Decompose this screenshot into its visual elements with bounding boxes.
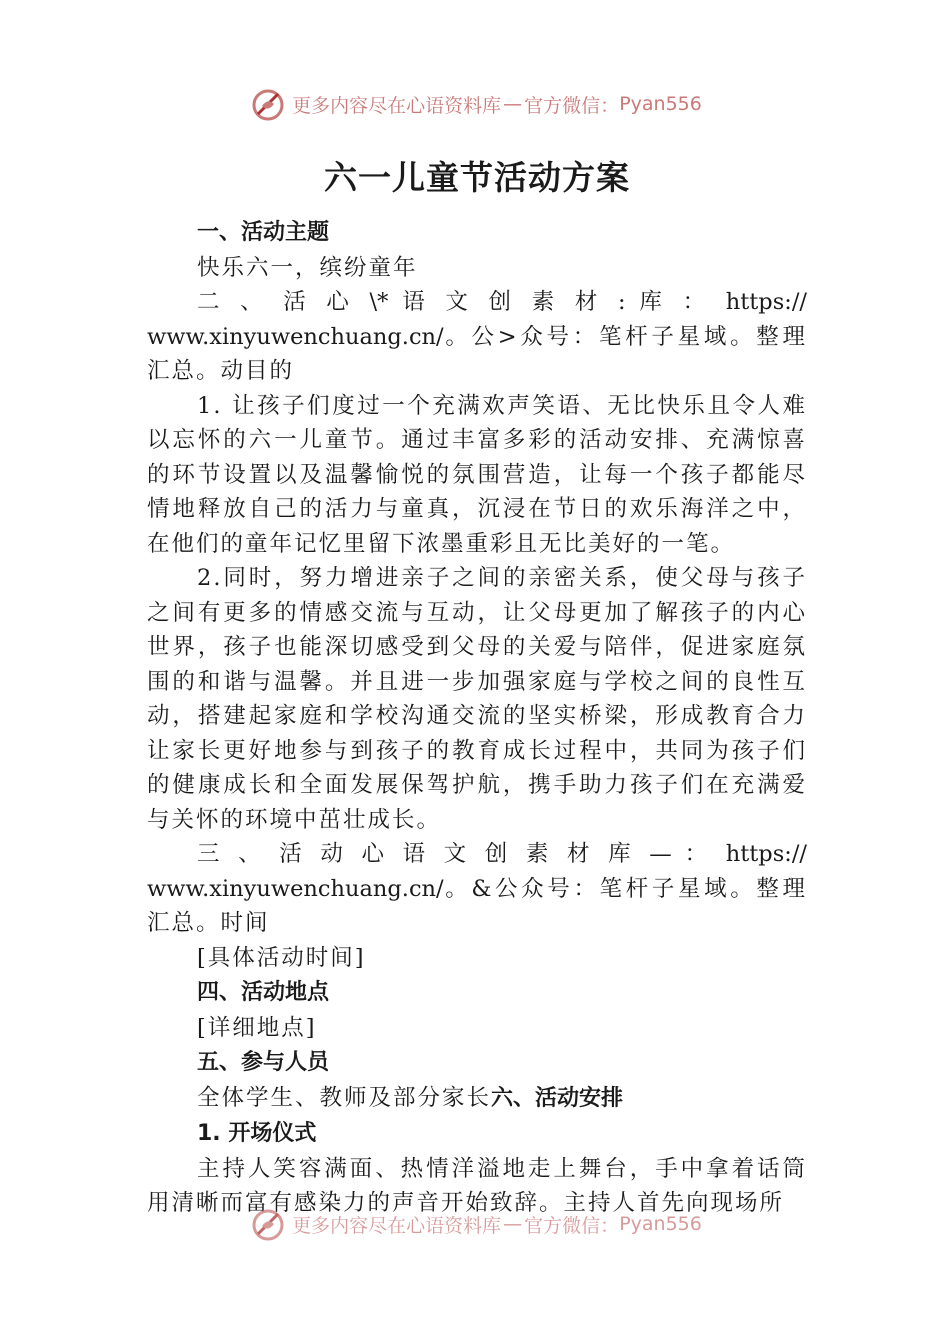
paragraph-3: 主持人笑容满面、热情洋溢地走上舞台，手中拿着话筒用清晰而富有感染力的声音开始致辞。主持人首先向现场所: [147, 1155, 807, 1216]
section-3-placeholder: [具体活动时间]: [197, 944, 366, 971]
section-3-line1: 三 、 活 动 心 语 文 创 素 材 库 — ： https://: [197, 841, 808, 867]
paragraph-1: 1. 让孩子们度过一个充满欢声笑语、无比快乐且令人难以忘怀的六一儿童节。通过丰富多彩的活动安排、充满惊喜的环节设置以及温馨愉悦的氛围营造，让每一个孩子都能尽情地释放自己的活力与童真，沉浸在节日的欢乐海洋之中，在他们的童年记忆里留下浓墨重彩且无比美好的一笔。: [147, 392, 807, 557]
paragraph-2: 2.同时，努力增进亲子之间的亲密关系，使父母与孩子之间有更多的情感交流与互动，让父母更加了解孩子的内心世界，孩子也能深切感受到父母的关爱与陪伴，促进家庭氛围的和谐与温馨。并且进一步加强家庭与学校之间的良性互动，搭建起家庭和学校沟通交流的坚实桥梁，形成教育合力让家长更好地参与到孩子的教育成长过程中，共同为孩子们的健康成长和全面发展保驾护航，携手助力孩子们在充满爱与关怀的环境中茁壮成长。: [147, 565, 807, 833]
document-body: [147, 140, 807, 1221]
header-watermark: [0, 82, 950, 126]
brand-logo-icon: [248, 84, 288, 124]
watermark-text: 更多内容尽在心语资料库: [292, 94, 502, 117]
watermark-text: 更多内容尽在心语资料库: [292, 1214, 502, 1237]
section-2-line1: 二 、 活 心 \* 语 文 创 素 材 : 库 ： https://: [197, 289, 807, 315]
watermark-id: Pyan556: [619, 93, 702, 115]
document-title: 六一儿童节活动方案: [324, 158, 630, 197]
watermark-wechat: 官方微信：: [524, 1214, 620, 1237]
brand-logo-icon: [248, 1204, 288, 1244]
watermark-dash: —: [503, 1213, 523, 1235]
footer-watermark: [0, 1202, 950, 1246]
section-5-heading: 五、参与人员: [197, 1050, 330, 1075]
section-6-heading: 六、活动安排: [491, 1085, 624, 1111]
section-3-rest: www.xinyuwenchuang.cn/。&公众号：笔杆子星域。整理汇总。时间: [147, 875, 807, 936]
watermark-id: Pyan556: [619, 1213, 702, 1235]
watermark-wechat: 官方微信：: [524, 94, 620, 117]
section-4-text: [详细地点]: [197, 1014, 317, 1041]
section-4-heading: 四、活动地点: [197, 980, 330, 1005]
section-1-heading: 一、活动主题: [197, 220, 330, 245]
section-5-text: 全体学生、教师及部分家长六、活动安排: [197, 1084, 624, 1111]
section-6-sub: 1. 开场仪式: [197, 1121, 317, 1146]
section-2-rest: www.xinyuwenchuang.cn/。公>众号：笔杆子星域。整理汇总。动目的: [147, 323, 807, 384]
section-1-text: 快乐六一，缤纷童年: [197, 254, 418, 281]
watermark-dash: —: [503, 93, 523, 115]
